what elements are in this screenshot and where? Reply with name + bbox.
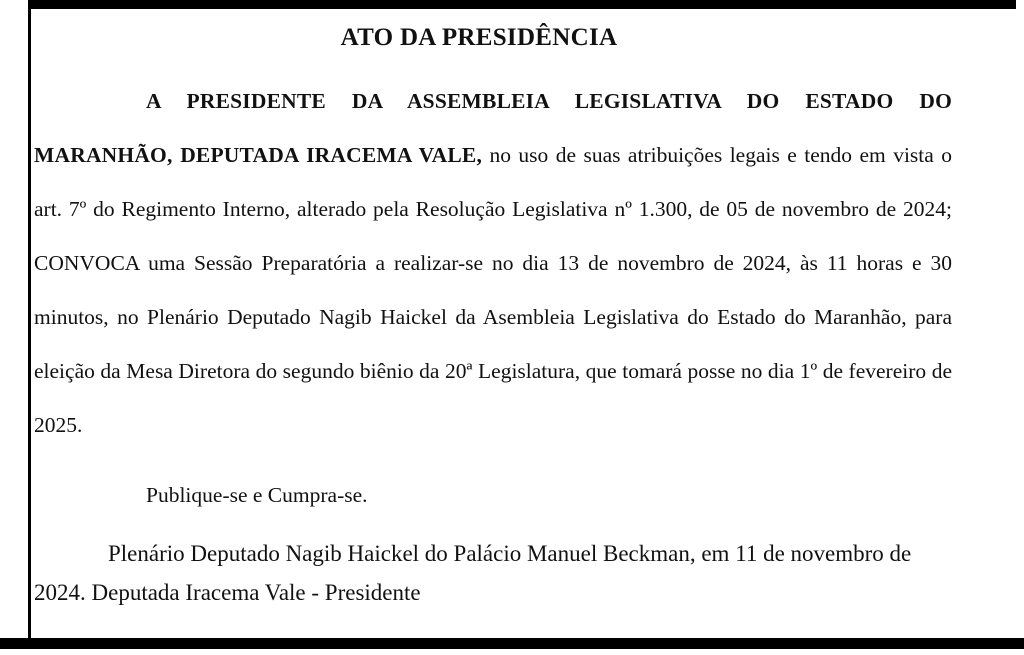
- publish-order-line: Publique-se e Cumpra-se.: [146, 483, 368, 507]
- document-content: [34, 14, 954, 625]
- document-title: ATO DA PRESIDÊNCIA: [340, 24, 618, 51]
- top-divider-rule: [30, 0, 1016, 9]
- bottom-divider-rule: [0, 638, 1024, 649]
- closing-signature-line: Plenário Deputado Nagib Haickel do Palácio Manuel Beckman, em 11 de novembro de 2024. Deputada Iracema Vale - Presidente: [34, 541, 912, 605]
- act-body-paragraph: [34, 74, 954, 452]
- act-body-lead: A PRESIDENTE DA ASSEMBLEIA LEGISLATIVA DO ESTADO DO MARANHÃO, DEPUTADA IRACEMA VALE,: [34, 89, 952, 167]
- left-column-rule: [28, 0, 31, 649]
- act-body-rest: no uso de suas atribuições legais e tendo em vista o art. 7º do Regimento Interno, alterado pela Resolução Legislativa nº 1.300, de 05 de novembro de 2024; CONVOCA uma Sessão Preparatória a realizar-se no dia 13 de novembro de 2024, às 11 horas e 30 minutos, no Plenário Deputado Nagib Haickel da Asembleia Legislativa do Estado do Maranhão, para eleição da Mesa Diretora do segundo biênio da 20ª Legislatura, que tomará posse no dia 1º de fevereiro de 2025.: [34, 143, 952, 437]
